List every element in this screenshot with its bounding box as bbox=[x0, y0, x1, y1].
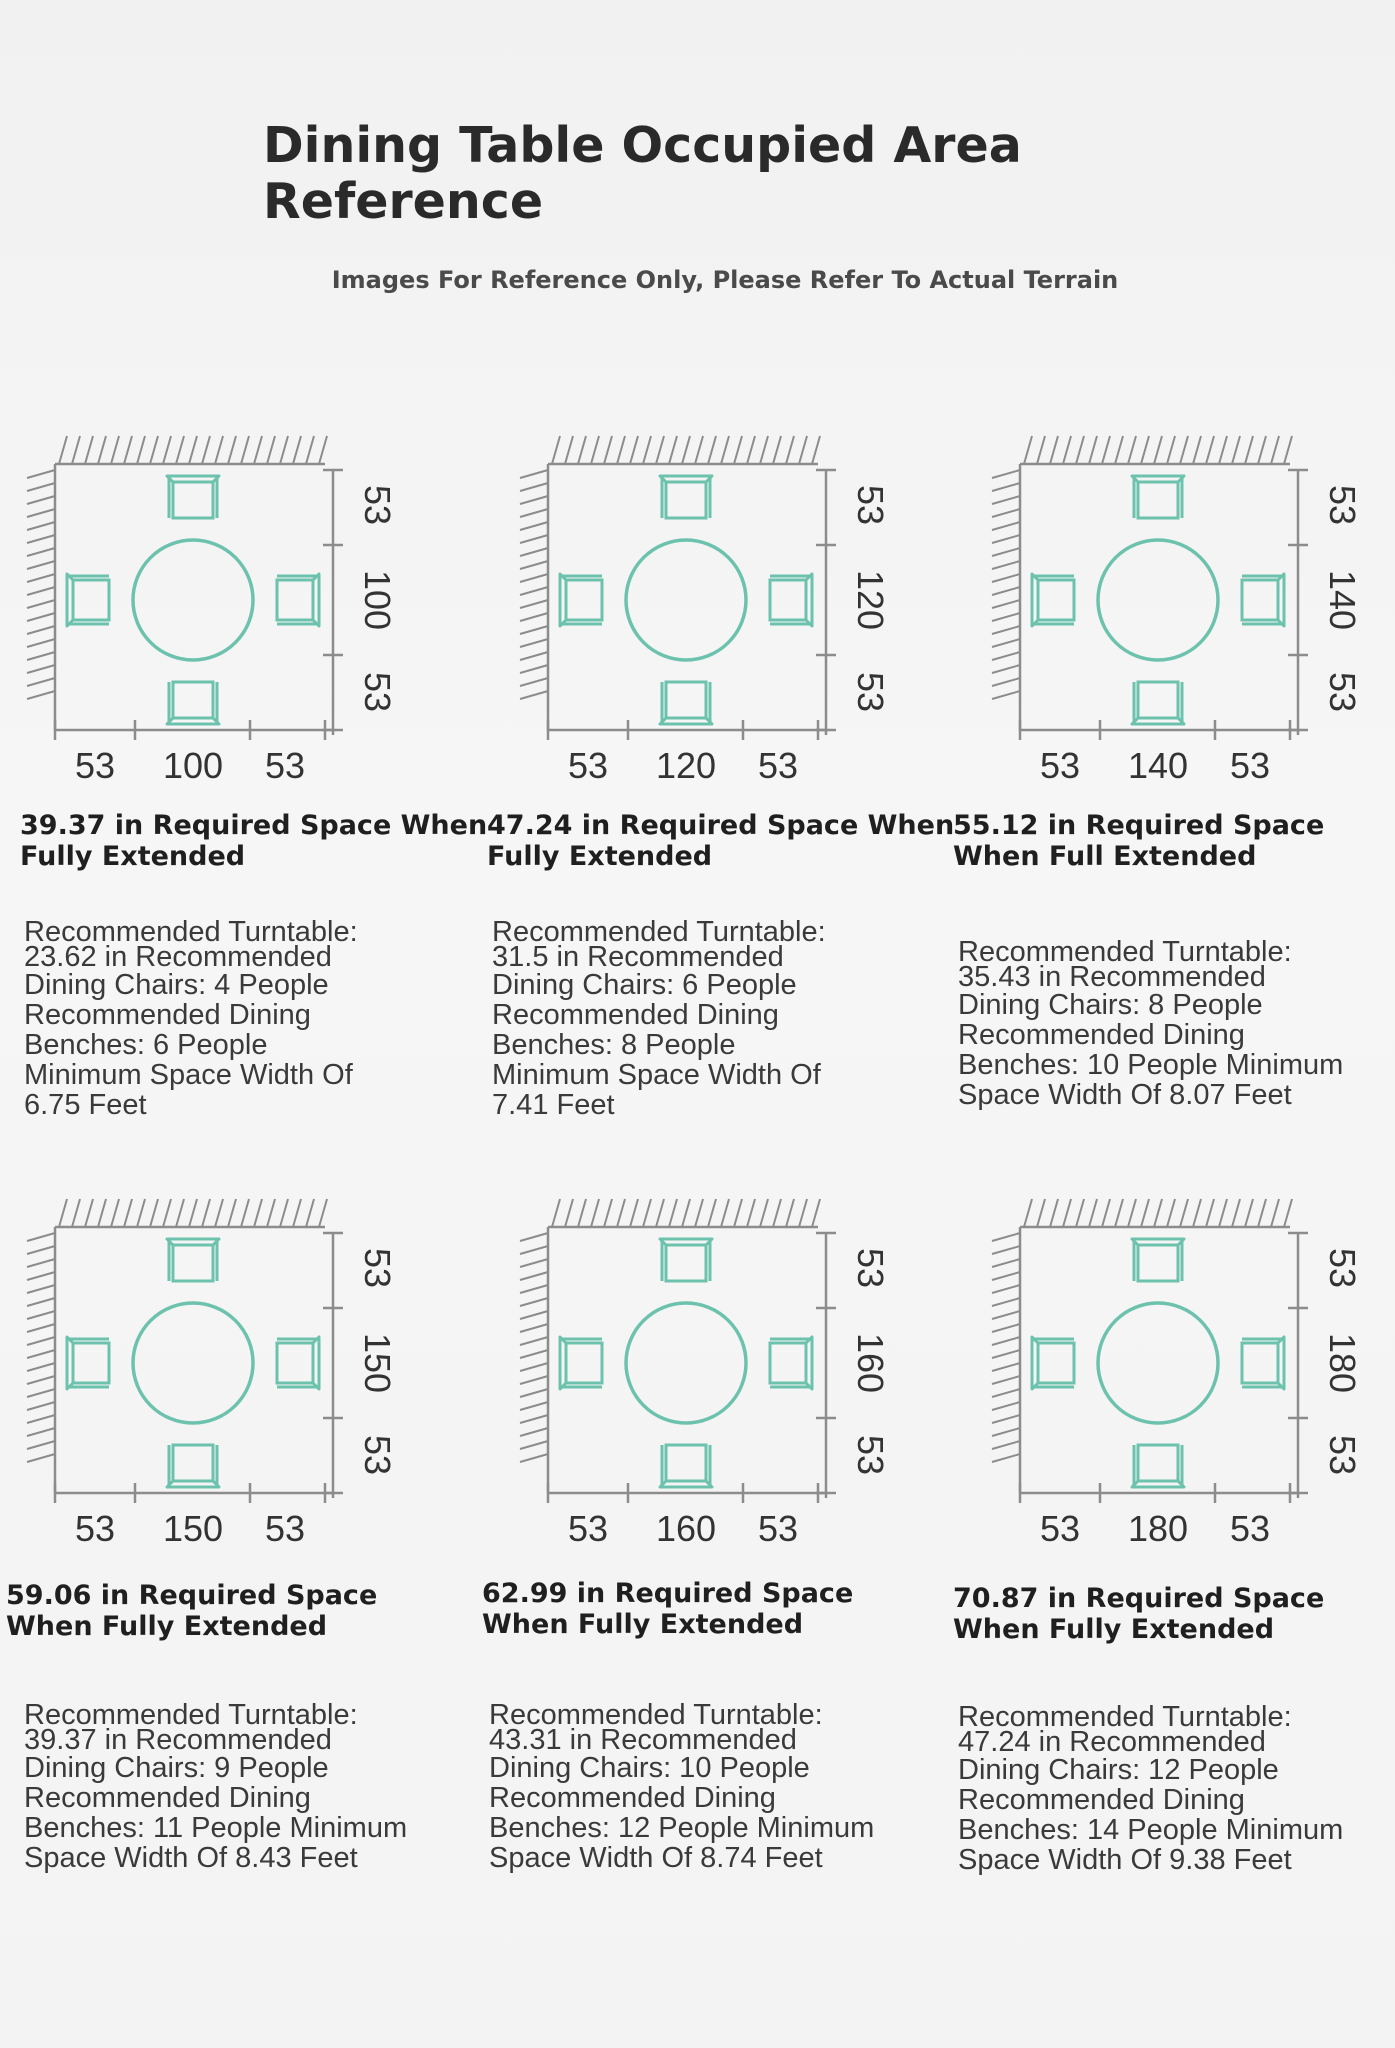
recommendation-text bbox=[24, 1699, 464, 1874]
chair-icon bbox=[560, 574, 602, 626]
dimension-line-right bbox=[1288, 470, 1308, 735]
side-dim-center: 180 bbox=[1322, 1332, 1363, 1394]
rec-line: Benches: 12 People Minimum bbox=[489, 1812, 875, 1844]
chair-icon bbox=[660, 1445, 712, 1487]
rec-line: Recommended Turntable: bbox=[24, 1699, 358, 1731]
bottom-dim-right: 53 bbox=[264, 1508, 306, 1549]
dimension-line-right bbox=[323, 470, 343, 735]
recommendation-text bbox=[958, 936, 1378, 1111]
dimension-line-right bbox=[816, 470, 836, 735]
rec-line: Recommended Turntable: bbox=[958, 936, 1292, 968]
bottom-dim-left: 53 bbox=[1039, 1508, 1081, 1549]
page-title: Dining Table Occupied Area Reference bbox=[263, 117, 1022, 230]
chair-icon bbox=[277, 1337, 319, 1389]
bottom-dim-left: 53 bbox=[1039, 745, 1081, 786]
recommendation-text bbox=[958, 1701, 1378, 1876]
bottom-dim-left: 53 bbox=[567, 745, 609, 786]
rec-line: Minimum Space Width Of bbox=[24, 1059, 353, 1091]
floor-plan-svg bbox=[980, 1193, 1363, 1553]
side-dim-center: 160 bbox=[850, 1332, 891, 1394]
bottom-dim-center: 100 bbox=[162, 745, 224, 786]
rec-line: Recommended Turntable: bbox=[24, 916, 358, 948]
chair-icon bbox=[660, 682, 712, 724]
wall-left bbox=[27, 464, 55, 699]
rec-line: Benches: 10 People Minimum bbox=[958, 1049, 1344, 1081]
bottom-dim-center: 160 bbox=[655, 1508, 717, 1549]
side-dim-top: 53 bbox=[357, 484, 398, 526]
rec-line: Dining Chairs: 8 People bbox=[958, 989, 1263, 1021]
chair-icon bbox=[1032, 574, 1074, 626]
rec-line: 47.24 in Recommended bbox=[958, 1726, 1266, 1758]
chair-icon bbox=[1132, 476, 1184, 518]
chair-icon bbox=[560, 1337, 602, 1389]
floor-plan-diagram bbox=[508, 430, 891, 790]
recommendation-text bbox=[492, 916, 932, 1121]
dimension-line-right bbox=[816, 1233, 836, 1498]
required-space-caption: 59.06 in Required Space When Fully Extended bbox=[6, 1580, 378, 1642]
rec-line: Benches: 11 People Minimum bbox=[24, 1812, 408, 1844]
rec-line: Recommended Turntable: bbox=[489, 1699, 823, 1731]
rec-line: Recommended Turntable: bbox=[958, 1701, 1292, 1733]
chair-icon bbox=[1132, 1239, 1184, 1281]
bottom-dim-left: 53 bbox=[74, 1508, 116, 1549]
wall-top bbox=[55, 436, 327, 464]
rec-line: Space Width Of 8.74 Feet bbox=[489, 1842, 823, 1874]
floor-plan-diagram bbox=[15, 1193, 398, 1553]
chair-icon bbox=[167, 476, 219, 518]
rec-line: Recommended Dining bbox=[489, 1782, 776, 1814]
side-dim-top: 53 bbox=[850, 1247, 891, 1289]
chair-icon bbox=[1242, 574, 1284, 626]
chair-icon bbox=[1132, 682, 1184, 724]
dimension-line-right bbox=[1288, 1233, 1308, 1498]
side-dim-bottom: 53 bbox=[357, 671, 398, 713]
rec-line: Recommended Dining bbox=[24, 999, 311, 1031]
rec-line: Dining Chairs: 9 People bbox=[24, 1752, 329, 1784]
page-subtitle: Images For Reference Only, Please Refer To Actual Terrain bbox=[331, 266, 1119, 294]
side-dim-bottom: 53 bbox=[1322, 671, 1363, 713]
dimension-line-right bbox=[323, 1233, 343, 1498]
required-space-caption: 55.12 in Required Space When Full Extended bbox=[953, 810, 1325, 872]
chair-icon bbox=[67, 574, 109, 626]
bottom-dim-right: 53 bbox=[1229, 1508, 1271, 1549]
rec-line: Benches: 8 People bbox=[492, 1029, 736, 1061]
floor-plan-diagram bbox=[980, 1193, 1363, 1553]
bottom-dim-right: 53 bbox=[1229, 745, 1271, 786]
rec-line: 23.62 in Recommended bbox=[24, 941, 332, 973]
rec-line: Recommended Dining bbox=[958, 1784, 1245, 1816]
rec-line: Space Width Of 8.07 Feet bbox=[958, 1079, 1292, 1111]
rec-line: Recommended Turntable: bbox=[492, 916, 826, 948]
side-dim-top: 53 bbox=[1322, 1247, 1363, 1289]
rec-line: Dining Chairs: 4 People bbox=[24, 969, 329, 1001]
wall-top bbox=[548, 1199, 820, 1227]
chair-icon bbox=[1032, 1337, 1074, 1389]
rec-line: Recommended Dining bbox=[24, 1782, 311, 1814]
floor-plan-svg bbox=[15, 430, 398, 790]
required-space-caption: 62.99 in Required Space When Fully Extended bbox=[482, 1578, 854, 1640]
chair-icon bbox=[1132, 1445, 1184, 1487]
chair-icon bbox=[1242, 1337, 1284, 1389]
bottom-dim-center: 120 bbox=[655, 745, 717, 786]
wall-left bbox=[27, 1227, 55, 1462]
wall-left bbox=[992, 464, 1020, 699]
round-table-icon bbox=[133, 1303, 253, 1423]
floor-plan-svg bbox=[980, 430, 1363, 790]
bottom-dim-left: 53 bbox=[567, 1508, 609, 1549]
side-dim-top: 53 bbox=[357, 1247, 398, 1289]
bottom-dim-center: 150 bbox=[162, 1508, 224, 1549]
chair-icon bbox=[660, 1239, 712, 1281]
chair-icon bbox=[277, 574, 319, 626]
side-dim-center: 120 bbox=[850, 569, 891, 631]
chair-icon bbox=[770, 1337, 812, 1389]
wall-top bbox=[1020, 1199, 1292, 1227]
wall-top bbox=[55, 1199, 327, 1227]
round-table-icon bbox=[133, 540, 253, 660]
rec-line: Dining Chairs: 6 People bbox=[492, 969, 797, 1001]
rec-line: Benches: 14 People Minimum bbox=[958, 1814, 1344, 1846]
round-table-icon bbox=[626, 1303, 746, 1423]
rec-line: 35.43 in Recommended bbox=[958, 961, 1266, 993]
rec-line: Recommended Dining bbox=[958, 1019, 1245, 1051]
side-dim-center: 140 bbox=[1322, 569, 1363, 631]
floor-plan-svg bbox=[508, 430, 891, 790]
round-table-icon bbox=[1098, 1303, 1218, 1423]
chair-icon bbox=[167, 682, 219, 724]
floor-plan-diagram bbox=[15, 430, 398, 790]
wall-top bbox=[548, 436, 820, 464]
round-table-icon bbox=[626, 540, 746, 660]
floor-plan-diagram bbox=[980, 430, 1363, 790]
wall-left bbox=[520, 464, 548, 699]
chair-icon bbox=[660, 476, 712, 518]
rec-line: 7.41 Feet bbox=[492, 1089, 615, 1121]
rec-line: Dining Chairs: 12 People bbox=[958, 1754, 1279, 1786]
chair-icon bbox=[167, 1239, 219, 1281]
bottom-dim-right: 53 bbox=[264, 745, 306, 786]
floor-plan-svg bbox=[508, 1193, 891, 1553]
rec-line: Space Width Of 8.43 Feet bbox=[24, 1842, 358, 1874]
side-dim-bottom: 53 bbox=[357, 1434, 398, 1476]
floor-plan-svg bbox=[15, 1193, 398, 1553]
bottom-dim-left: 53 bbox=[74, 745, 116, 786]
side-dim-center: 150 bbox=[357, 1332, 398, 1394]
rec-line: 39.37 in Recommended bbox=[24, 1724, 332, 1756]
required-space-caption: 47.24 in Required Space When Fully Extended bbox=[487, 810, 955, 872]
rec-line: 6.75 Feet bbox=[24, 1089, 147, 1121]
bottom-dim-center: 180 bbox=[1127, 1508, 1189, 1549]
recommendation-text bbox=[489, 1699, 929, 1874]
side-dim-bottom: 53 bbox=[1322, 1434, 1363, 1476]
round-table-icon bbox=[1098, 540, 1218, 660]
side-dim-center: 100 bbox=[357, 569, 398, 631]
side-dim-top: 53 bbox=[1322, 484, 1363, 526]
required-space-caption: 70.87 in Required Space When Fully Extended bbox=[953, 1583, 1325, 1645]
chair-icon bbox=[770, 574, 812, 626]
bottom-dim-right: 53 bbox=[757, 1508, 799, 1549]
floor-plan-diagram bbox=[508, 1193, 891, 1553]
rec-line: 31.5 in Recommended bbox=[492, 941, 784, 973]
wall-top bbox=[1020, 436, 1292, 464]
wall-left bbox=[520, 1227, 548, 1462]
bottom-dim-right: 53 bbox=[757, 745, 799, 786]
required-space-caption: 39.37 in Required Space When Fully Extended bbox=[20, 810, 488, 872]
recommendation-text bbox=[24, 916, 464, 1121]
rec-line: Space Width Of 9.38 Feet bbox=[958, 1844, 1292, 1876]
rec-line: Recommended Dining bbox=[492, 999, 779, 1031]
rec-line: Minimum Space Width Of bbox=[492, 1059, 821, 1091]
rec-line: Dining Chairs: 10 People bbox=[489, 1752, 810, 1784]
side-dim-bottom: 53 bbox=[850, 1434, 891, 1476]
chair-icon bbox=[167, 1445, 219, 1487]
side-dim-bottom: 53 bbox=[850, 671, 891, 713]
chair-icon bbox=[67, 1337, 109, 1389]
rec-line: 43.31 in Recommended bbox=[489, 1724, 797, 1756]
side-dim-top: 53 bbox=[850, 484, 891, 526]
wall-left bbox=[992, 1227, 1020, 1462]
rec-line: Benches: 6 People bbox=[24, 1029, 268, 1061]
bottom-dim-center: 140 bbox=[1127, 745, 1189, 786]
